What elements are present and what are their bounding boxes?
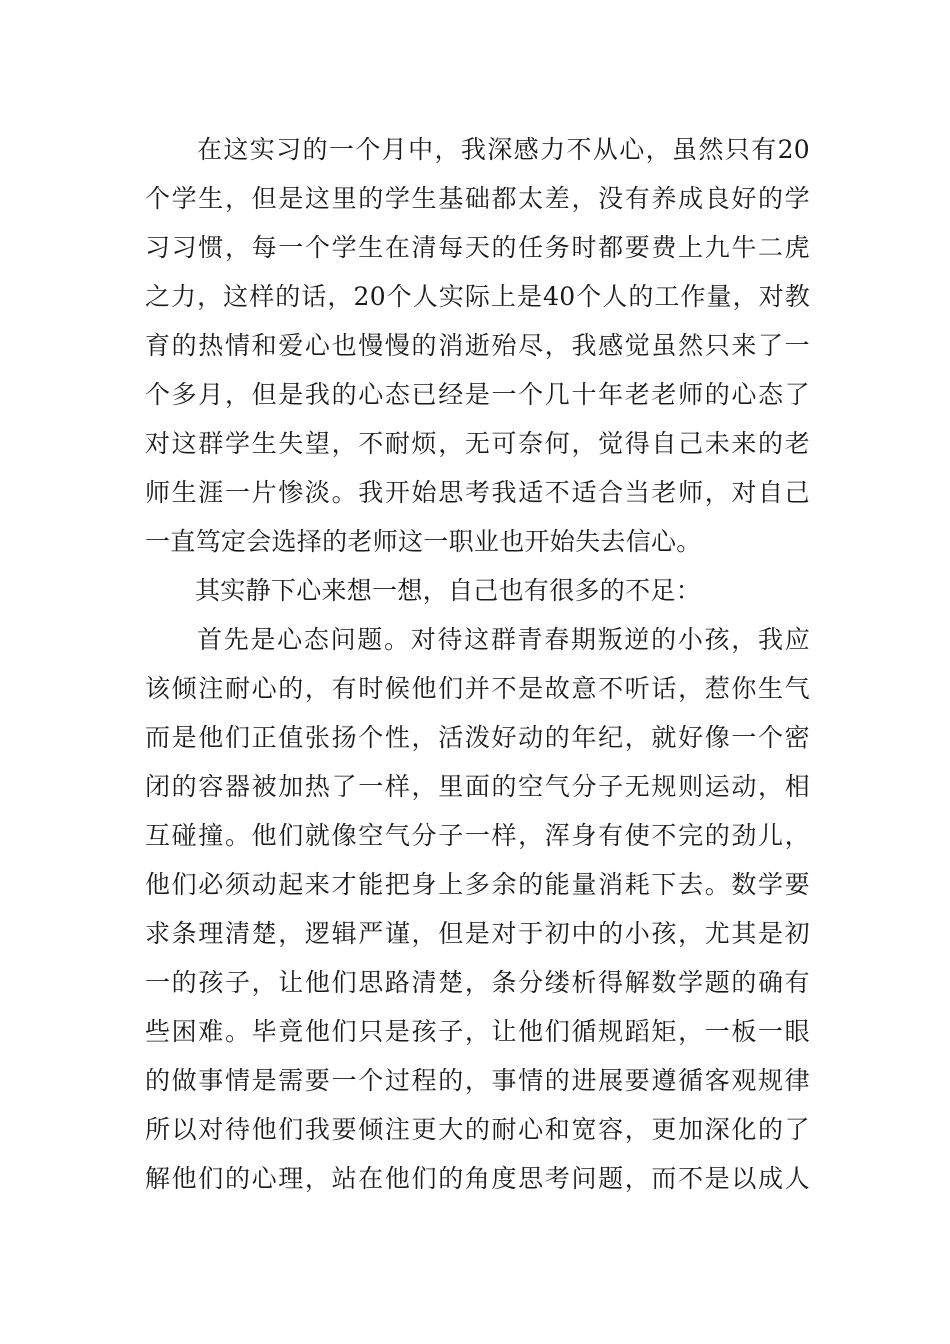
text-line: 闭的容器被加热了一样，里面的空气分子无规则运动，相 xyxy=(145,772,810,801)
body-text xyxy=(145,125,810,1203)
text-line: 求条理清楚，逻辑严谨，但是对于初中的小孩，尤其是初 xyxy=(145,919,810,948)
text-line: 之力，这样的话，20个人实际上是40个人的工作量，对教 xyxy=(145,282,810,311)
text-line: 解他们的心理，站在他们的角度思考问题，而不是以成人 xyxy=(145,1164,810,1193)
text-line: 习习惯，每一个学生在清每天的任务时都要费上九牛二虎 xyxy=(145,233,810,262)
text-line: 些困难。毕竟他们只是孩子，让他们循规蹈矩，一板一眼 xyxy=(145,1017,810,1046)
text-line: 个学生，但是这里的学生基础都太差，没有养成良好的学 xyxy=(145,184,810,213)
text-line: 首先是心态问题。对待这群青春期叛逆的小孩，我应 xyxy=(197,625,810,654)
text-line: 师生涯一片惨淡。我开始思考我适不适合当老师，对自己 xyxy=(145,478,810,507)
text-line: 他们必须动起来才能把身上多余的能量消耗下去。数学要 xyxy=(145,870,810,899)
text-line: 其实静下心来想一想，自己也有很多的不足： xyxy=(195,576,702,605)
text-line: 的做事情是需要一个过程的，事情的进展要遵循客观规律 xyxy=(145,1066,810,1095)
text-line: 个多月，但是我的心态已经是一个几十年老老师的心态了 xyxy=(145,380,810,409)
text-line: 育的热情和爱心也慢慢的消逝殆尽，我感觉虽然只来了一 xyxy=(145,331,810,360)
text-line: 互碰撞。他们就像空气分子一样，浑身有使不完的劲儿， xyxy=(145,821,810,850)
text-line: 对这群学生失望，不耐烦，无可奈何，觉得自己未来的老 xyxy=(145,429,810,458)
text-line: 一的孩子，让他们思路清楚，条分缕析得解数学题的确有 xyxy=(145,968,810,997)
text-line: 所以对待他们我要倾注更大的耐心和宽容，更加深化的了 xyxy=(145,1115,810,1144)
text-line: 而是他们正值张扬个性，活泼好动的年纪，就好像一个密 xyxy=(145,723,810,752)
text-line: 在这实习的一个月中，我深感力不从心，虽然只有20 xyxy=(197,135,810,164)
text-line: 一直笃定会选择的老师这一职业也开始失去信心。 xyxy=(145,527,702,556)
text-line: 该倾注耐心的，有时候他们并不是故意不听话，惹你生气 xyxy=(145,674,810,703)
